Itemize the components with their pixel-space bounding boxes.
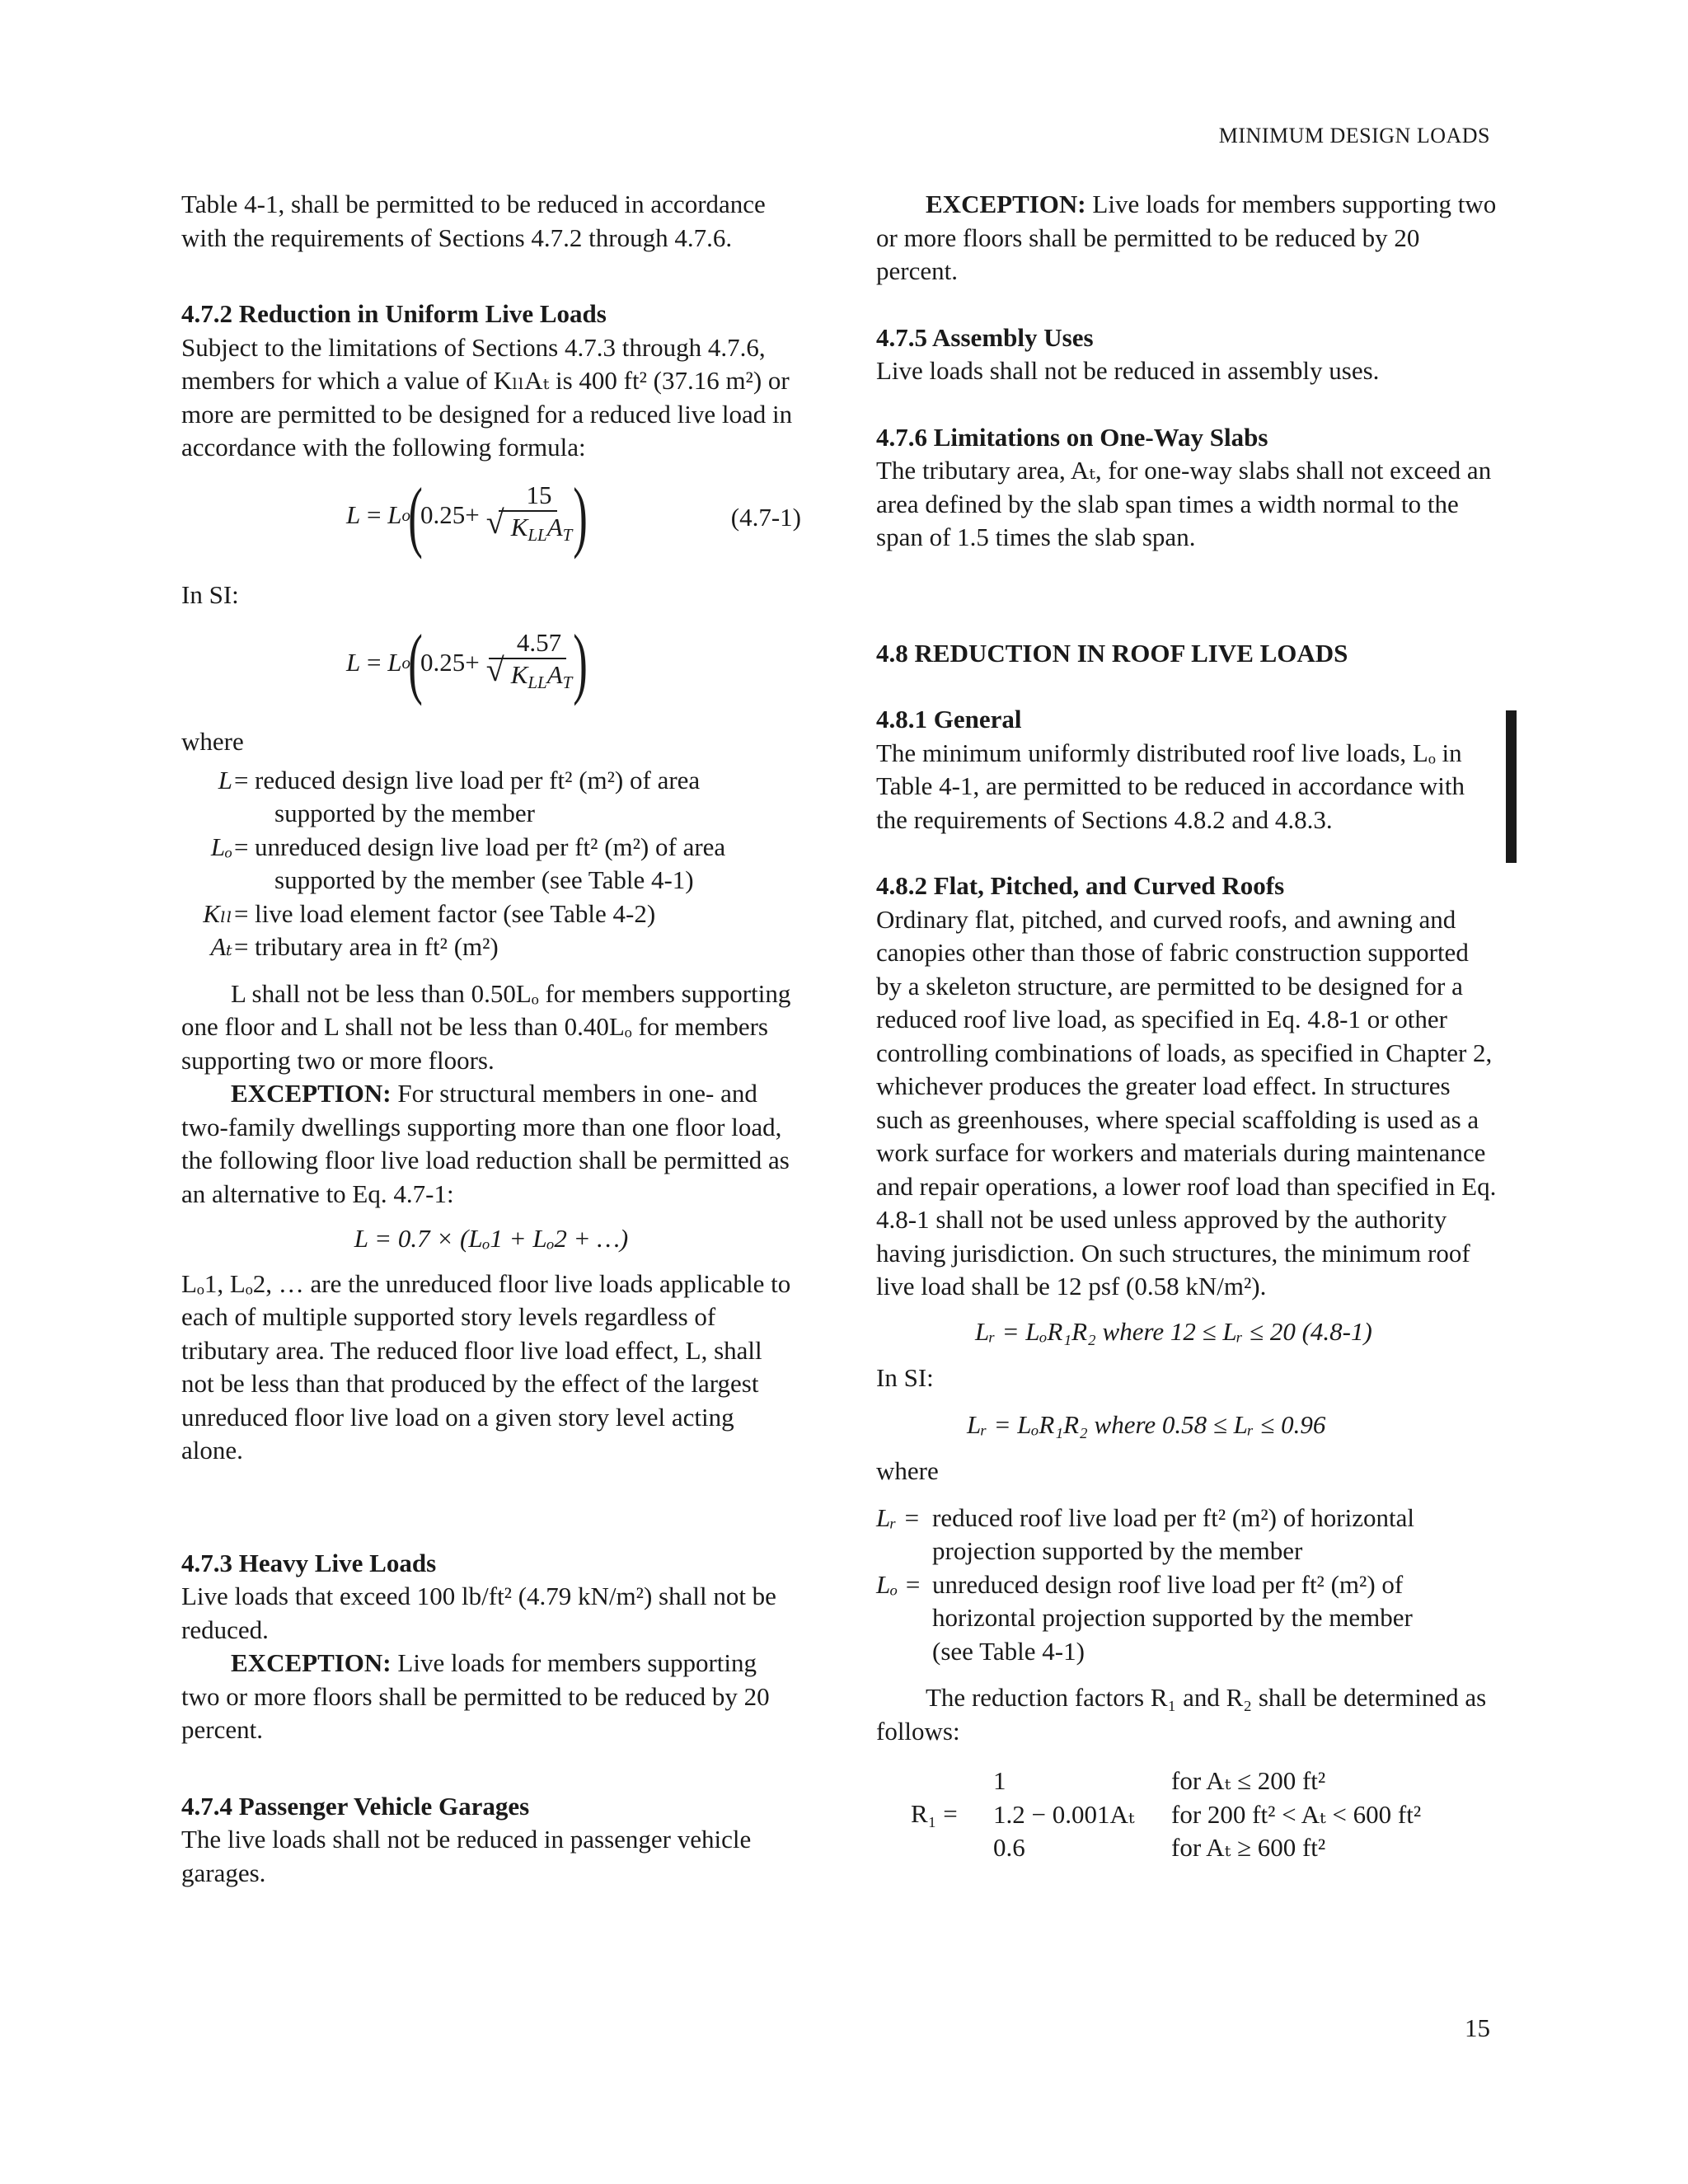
continued-exception	[876, 188, 1498, 288]
section-4-7-4-text: The live loads shall not be reduced in passenger vehicle garages.	[181, 1825, 752, 1887]
definition-item	[876, 1502, 1498, 1568]
page-number: 15	[1465, 2013, 1490, 2042]
eq2-numerator: 4.57	[489, 628, 566, 659]
r1-value: 1.2 − 0.001Aₜ	[993, 1799, 1135, 1829]
equation-si: L = L o ( 0.25+ 4.57 √ $K_{LL}A_T$ )	[181, 615, 801, 722]
alternative-explanation: Lₒ1, Lₒ2, … are the unreduced floor live loads applicable to each of multiple supported story levels regardless of tributary area. The reduced floor live load effect, L, shall not be less than that produced by the effect of the largest unreduced floor live load on a given story level acting alone.	[181, 1268, 791, 1465]
section-4-8-1-text: The minimum uniformly distributed roof live loads, Lₒ in Table 4-1, are permitted to be reduced in accordance with the requirements of Sections 4.8.2 and 4.8.3.	[876, 738, 1465, 834]
roof-variable-definitions	[876, 1502, 1498, 1669]
in-si-label: In SI:	[876, 1363, 934, 1392]
definition-line: horizontal projection supported by the member	[932, 1603, 1413, 1632]
equation-number: (4.7-1)	[730, 502, 801, 532]
equation-alternative: L = 0.7 × (Lₒ1 + Lₒ2 + …)	[354, 1224, 629, 1253]
section-4-8-heading: 4.8 REDUCTION IN ROOF LIVE LOADS	[876, 638, 1348, 668]
change-bar	[1506, 710, 1517, 863]
section-4-8-2-text: Ordinary flat, pitched, and curved roofs, and awning and canopies other than those of fabric construction supported by a skeleton structure, are permitted to be designed for a reduced roof live load, as specified in Eq. 4.8-1 or other controlling combinations of loads, as specified in Chapter 2, whichever produces the greater load effect. In structures such as greenhouses, where special scaffolding is used as a work surface for workers and materials during maintenance and repair operations, a lower roof load than specified in Eq. 4.8-1 shall not be used unless approved by the authority having jurisdiction. On such structures, the minimum roof live load shall be 12 psf (0.58 kN/m²).	[876, 904, 1497, 1301]
section-4-8-2-heading: 4.8.2 Flat, Pitched, and Curved Roofs	[876, 871, 1285, 900]
exception-label: EXCEPTION:	[926, 190, 1086, 218]
r1-condition: for 200 ft² < Aₜ < 600 ft²	[1171, 1799, 1422, 1829]
section-4-7-5-text: Live loads shall not be reduced in assembly uses.	[876, 356, 1380, 385]
section-4-7-6-text: The tributary area, Aₜ, for one-way slabs shall not exceed an area defined by the slab span times a width normal to the span of 1.5 times the slab span.	[876, 456, 1492, 551]
reduction-factors-text: The reduction factors R₁ and R₂ shall be determined as follows:	[876, 1683, 1487, 1746]
r1-value: 0.6	[993, 1833, 1025, 1862]
left-column	[181, 188, 801, 1890]
equation-4-7-1: L = L o ( 0.25+ 15 √ $K_{LL}A_T$ ) (4.7-1)	[181, 468, 801, 575]
variable-definitions	[181, 764, 801, 964]
exception-text: Live loads for members supporting two or more floors shall be permitted to be reduced by 20 percent.	[876, 190, 1497, 285]
definition-line: supported by the member (see Table 4-1)	[274, 865, 694, 894]
exception-label: EXCEPTION:	[231, 1079, 392, 1108]
r1-conditions	[1171, 1765, 1421, 1865]
definition-line: unreduced design live load per ft² (m²) of area	[255, 832, 726, 861]
section-4-7-6-heading: 4.7.6 Limitations on One-Way Slabs	[876, 422, 1268, 452]
r1-piecewise	[876, 1765, 1498, 1872]
eq1-numerator: 15	[499, 480, 557, 512]
definition-line: supported by the member	[274, 799, 535, 827]
definition-symbol: Lₒ =	[876, 1569, 921, 1599]
equation-4-8-1-si: Lᵣ = LₒR₁R₂ where 0.58 ≤ Lᵣ ≤ 0.96	[967, 1409, 1326, 1439]
definition-item: Aₜ = tributary area in ft² (m²)	[181, 930, 801, 964]
exception-text: Live loads for members supporting two or more floors shall be permitted to be reduced by 20 percent.	[181, 1648, 770, 1744]
definition-line: reduced roof live load per ft² (m²) of horizontal	[932, 1502, 1414, 1532]
definition-symbol: L	[218, 765, 232, 794]
definition-line: tributary area in ft² (m²)	[255, 932, 499, 961]
in-si-label: In SI:	[181, 579, 239, 609]
intro-paragraph: Table 4-1, shall be permitted to be reduced in accordance with the requirements of Sections 4.7.2 through 4.7.6.	[181, 190, 766, 252]
definition-item	[876, 1568, 1498, 1669]
definition-symbol: Kₗₗ	[203, 898, 232, 928]
definition-line: (see Table 4-1)	[932, 1636, 1085, 1666]
r1-values	[993, 1765, 1135, 1865]
section-4-8-1-heading: 4.8.1 General	[876, 705, 1022, 733]
definition-line: reduced design live load per ft² (m²) of area	[255, 765, 701, 794]
r1-condition: for Aₜ ≥ 600 ft²	[1171, 1833, 1326, 1862]
exception-text: For structural members in one- and two-family dwellings supporting more than one floor load, the following floor live load reduction shall be permitted as an alternative to Eq. 4.7-1:	[181, 1079, 790, 1208]
section-4-7-2-heading: 4.7.2 Reduction in Uniform Live Loads	[181, 299, 607, 328]
exception-label: EXCEPTION:	[231, 1648, 392, 1677]
r1-label: R₁ =	[911, 1799, 958, 1828]
section-4-7-4-heading: 4.7.4 Passenger Vehicle Garages	[181, 1791, 530, 1821]
section-4-7-3-exception	[181, 1647, 801, 1747]
definition-item: Kₗₗ = live load element factor (see Table 4-2)	[181, 898, 801, 931]
definition-symbol: Aₜ	[210, 932, 232, 961]
section-4-7-3-text: Live loads that exceed 100 lb/ft² (4.79 kN/m²) shall not be reduced.	[181, 1582, 776, 1644]
r1-value: 1	[993, 1766, 1006, 1795]
limit-paragraph: L shall not be less than 0.50Lₒ for members supporting one floor and L shall not be less than 0.40Lₒ for members supporting two or more floors.	[181, 978, 791, 1075]
definition-symbol: Lₒ	[210, 832, 232, 861]
section-4-7-2-text: Subject to the limitations of Sections 4.7.3 through 4.7.6, members for which a value of KₗₗAₜ is 400 ft² (37.16 m²) or more are permitted to be designed for a reduced live load in accordance with the following formula:	[181, 332, 793, 462]
right-column	[876, 188, 1498, 1872]
definition-line: projection supported by the member	[932, 1536, 1303, 1565]
section-4-7-3-heading: 4.7.3 Heavy Live Loads	[181, 1548, 437, 1577]
exception-paragraph	[181, 1077, 801, 1211]
where-label: where	[876, 1456, 939, 1485]
equation-4-8-1: Lᵣ = LₒR₁R₂ where 12 ≤ Lᵣ ≤ 20 (4.8-1)	[975, 1316, 1372, 1346]
definition-item: L = reduced design live load per ft² (m²) of area supported by the member	[181, 764, 801, 831]
definition-line: unreduced design roof live load per ft² (m²) of	[932, 1569, 1404, 1599]
definition-symbol: Lᵣ =	[876, 1502, 921, 1532]
r1-condition: for Aₜ ≤ 200 ft²	[1171, 1766, 1326, 1795]
definition-line: live load element factor (see Table 4-2)	[255, 898, 656, 928]
running-header: MINIMUM DESIGN LOADS	[1218, 124, 1490, 148]
section-4-7-5-heading: 4.7.5 Assembly Uses	[876, 322, 1094, 352]
definition-item: Lₒ = unreduced design live load per ft² (m²) of area supported by the member (see Table 4-1)	[181, 831, 801, 898]
where-label: where	[181, 727, 244, 756]
